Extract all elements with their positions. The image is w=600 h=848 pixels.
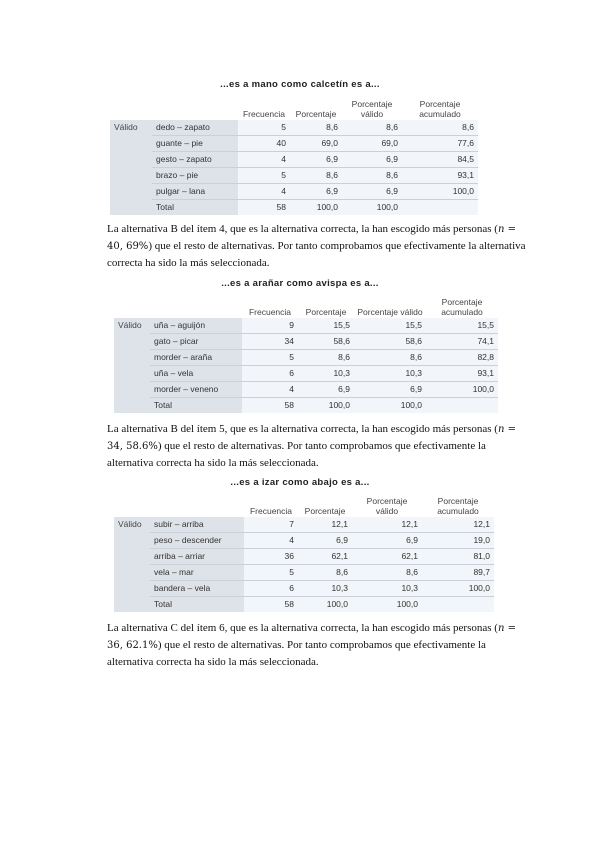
freq-cell: 4 [238,152,290,168]
freq-cell: 5 [238,120,290,136]
pct-cell: 100,0 [298,597,352,613]
cum-cell: 93,1 [402,168,478,184]
valid-cell: 100,0 [352,597,422,613]
pct-cell: 6,9 [298,382,354,398]
pct-cell: 8,6 [298,350,354,366]
row-label: peso – descender [150,533,244,549]
freq-cell: 4 [238,184,290,200]
freq-cell: 6 [244,581,298,597]
cum-cell: 93,1 [426,366,498,382]
table-row [114,366,498,382]
valid-cell: 10,3 [354,366,426,382]
table-row [110,120,478,136]
cum-cell: 89,7 [422,565,494,581]
col-header-porcentaje: Porcentaje [304,506,346,516]
row-label: dedo – zapato [152,120,238,136]
cum-cell: 100,0 [422,581,494,597]
cum-cell: 19,0 [422,533,494,549]
pct-cell: 58,6 [298,334,354,350]
pct-cell: 12,1 [298,517,352,533]
pct-cell: 8,6 [290,168,342,184]
table-row [114,533,494,549]
col-header-porcentaje-valido: Porcentaje válido [366,496,408,516]
total-label: Total [152,200,238,216]
col-header-porcentaje-acumulado: Porcentaje acumulado [441,297,483,317]
row-label: gato – picar [150,334,242,350]
frequency-table [114,493,494,612]
cum-cell [402,200,478,216]
col-header-porcentaje-acumulado: Porcentaje acumulado [437,496,479,516]
valid-cell: 6,9 [354,382,426,398]
valid-cell: 8,6 [354,350,426,366]
frequency-table [114,294,498,413]
freq-cell: 58 [244,597,298,613]
freq-cell: 5 [244,565,298,581]
valid-cell: 8,6 [342,168,402,184]
table-row [110,136,478,152]
paragraph: La alternativa B del ítem 5, que es la alternativa correcta, la han escogido más personas (n = 34, 58.6%) que el resto de alternativas. Por tanto comprobamos que efectivamente la alternativa correcta ha sido la más seleccionada. [107,423,516,469]
cum-cell: 84,5 [402,152,478,168]
table-title: ...es a mano como calcetín es a... [220,79,380,90]
row-label: morder – veneno [150,382,242,398]
table-row [114,350,498,366]
col-header-porcentaje-valido: Porcentaje válido [357,307,423,317]
cum-cell: 77,6 [402,136,478,152]
valid-cell: 10,3 [352,581,422,597]
table-row [114,318,498,334]
total-label: Total [150,398,242,414]
table-row [114,334,498,350]
table-row [110,152,478,168]
valid-cell: 62,1 [352,549,422,565]
freq-cell: 5 [242,350,298,366]
paragraph: La alternativa C del ítem 6, que es la alternativa correcta, la han escogido más personas (n = 36, 62.1%) que el resto de alternativas. Por tanto comprobamos que efectivamente la alternativa correcta ha sido la más seleccionada. [107,622,516,668]
table-title: ...es a izar como abajo es a... [230,477,370,488]
table-header-row [114,294,498,318]
freq-cell: 6 [242,366,298,382]
pct-cell: 8,6 [290,120,342,136]
valid-cell: 8,6 [352,565,422,581]
col-header-frecuencia: Frecuencia [242,109,286,119]
frequency-table [110,96,478,215]
pct-cell: 6,9 [290,184,342,200]
total-row [114,597,494,613]
row-label: subir – arriba [150,517,244,533]
cum-cell [422,597,494,613]
cum-cell [426,398,498,414]
table-row [110,168,478,184]
pct-cell: 8,6 [298,565,352,581]
table-title: ...es a arañar como avispa es a... [221,278,379,289]
table-header-row [114,493,494,517]
col-header-frecuencia: Frecuencia [248,307,292,317]
freq-cell: 34 [242,334,298,350]
valid-cell: 69,0 [342,136,402,152]
pct-cell: 6,9 [298,533,352,549]
col-header-porcentaje-acumulado: Porcentaje acumulado [419,99,461,119]
row-label: uña – aguijón [150,318,242,334]
freq-cell: 40 [238,136,290,152]
pct-cell: 100,0 [298,398,354,414]
row-label: bandera – vela [150,581,244,597]
col-header-porcentaje-valido: Porcentaje válido [351,99,393,119]
pct-cell: 100,0 [290,200,342,216]
row-label: brazo – pie [152,168,238,184]
group-label: Válido [114,517,150,533]
col-header-porcentaje: Porcentaje [305,307,347,317]
table-row [114,581,494,597]
pct-cell: 15,5 [298,318,354,334]
freq-cell: 36 [244,549,298,565]
pct-cell: 10,3 [298,581,352,597]
row-label: gesto – zapato [152,152,238,168]
valid-cell: 15,5 [354,318,426,334]
row-label: pulgar – lana [152,184,238,200]
total-label: Total [150,597,244,613]
freq-cell: 4 [244,533,298,549]
valid-cell: 100,0 [354,398,426,414]
table-row [114,382,498,398]
valid-cell: 8,6 [342,120,402,136]
row-label: vela – mar [150,565,244,581]
pct-cell: 62,1 [298,549,352,565]
paragraph: La alternativa B del ítem 4, que es la alternativa correcta, la han escogido más personas (n = 40, 69%) que el resto de alternativas. Por tanto comprobamos que efectivamente la alternativa correcta ha sido la más seleccionada. [107,223,526,269]
row-label: morder – araña [150,350,242,366]
cum-cell: 15,5 [426,318,498,334]
table-row [110,184,478,200]
valid-cell: 6,9 [342,152,402,168]
group-label: Válido [114,318,150,334]
freq-cell: 58 [238,200,290,216]
cum-cell: 100,0 [402,184,478,200]
valid-cell: 100,0 [342,200,402,216]
cum-cell: 74,1 [426,334,498,350]
row-label: uña – vela [150,366,242,382]
pct-cell: 10,3 [298,366,354,382]
total-row [114,398,498,414]
valid-cell: 6,9 [352,533,422,549]
freq-cell: 4 [242,382,298,398]
cum-cell: 8,6 [402,120,478,136]
cum-cell: 82,8 [426,350,498,366]
freq-cell: 9 [242,318,298,334]
table-row [114,565,494,581]
table-header-row [110,96,478,120]
valid-cell: 58,6 [354,334,426,350]
pct-cell: 69,0 [290,136,342,152]
freq-cell: 7 [244,517,298,533]
col-header-frecuencia: Frecuencia [249,506,293,516]
pct-cell: 6,9 [290,152,342,168]
row-label: guante – pie [152,136,238,152]
table-row [114,549,494,565]
freq-cell: 58 [242,398,298,414]
cum-cell: 12,1 [422,517,494,533]
valid-cell: 12,1 [352,517,422,533]
group-label: Válido [110,120,152,136]
col-header-porcentaje: Porcentaje [295,109,337,119]
row-label: arriba – arriar [150,549,244,565]
total-row [110,200,478,216]
cum-cell: 81,0 [422,549,494,565]
cum-cell: 100,0 [426,382,498,398]
freq-cell: 5 [238,168,290,184]
table-row [114,517,494,533]
valid-cell: 6,9 [342,184,402,200]
